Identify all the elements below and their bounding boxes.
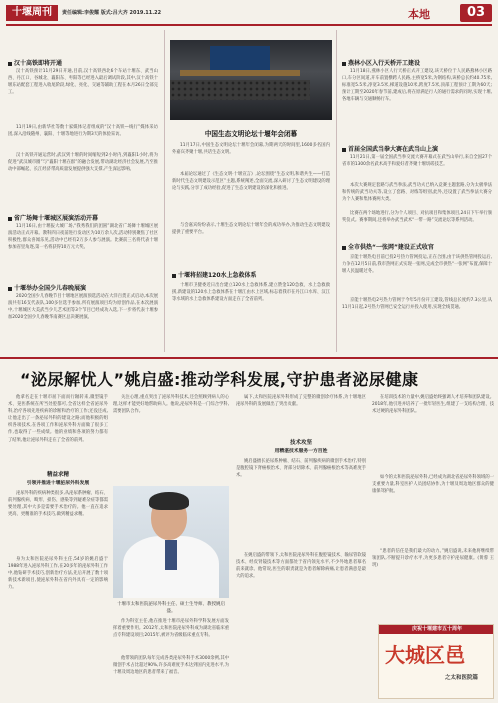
portrait-tie bbox=[165, 540, 177, 570]
anniversary-banner bbox=[378, 624, 494, 699]
feature-body: 姚启盛擅长泌尿系肿瘤、结石、前列腺疾病的微创手术治疗,特别是腹腔镜下肾癌根治术、肾部分切除术、前列腺癌根治术等高难度手术。 bbox=[236, 459, 366, 479]
header-rule bbox=[6, 24, 492, 26]
feature-subhead-line: 引领并推进十堰泌尿外科发展 bbox=[26, 481, 90, 486]
article-body: 汉十高铁预计11月29日开通,目前,汉十高铁西北6个车站十堰东、武当山西、丹江口、谷城北、襄阳东、枣阳等已经进入最后调试阶段,其中,汉十高铁十堰东站配套工程进入收尾阶段,绿化、亮化、交通等辅助工程在本月26日全部完工。 bbox=[8, 69, 158, 96]
article-body: 11月18日,燕林小区人行天桥正式开工建设,该天桥位于人民路燕林小区路口,车分区间道,开车前置横跨人民路,主桥宽5米,为钢结构,该桥总长约40.75米,标准宽5.5米,净宽3.5米,梯道设施10米,跨度7.5米,顶部工程预计工期为60天;预计工期至2020年春节前,建成后,将在原满足行人的通行需求的同时,实现十堰,各地车辆与交通顺畅行车。 bbox=[342, 69, 492, 103]
photo-screen bbox=[210, 46, 270, 72]
article-body: 11月21日,第一届全国武当拳交流大赛开幕式在武当山举行,来自全国27个省市的1300余名武术高手和爱好者齐聚十堰切磋技艺。 bbox=[342, 155, 492, 168]
column-divider bbox=[336, 30, 337, 352]
editor-meta: 责任编辑:李俊耀 版式:吕大齐 2019.11.22 bbox=[62, 10, 162, 16]
article-title-rescue: 十堰将招建120水上急救体系 bbox=[172, 270, 257, 279]
page-name: 本地 bbox=[408, 8, 430, 21]
photo-caption: 中国生态文明论坛十堰年会闭幕 bbox=[204, 130, 298, 138]
photo-stage bbox=[180, 70, 300, 76]
article-body: 11月17日,中国生态文明论坛十堰年会闭幕,为期两天的时间里,1600多名国内外嘉宾齐聚十堰,共话生态文明。 bbox=[172, 143, 330, 156]
forum-photo bbox=[170, 40, 332, 120]
article-body: 11月16日,由十堰报大城厂场,“我秀我们的团圆”湖北省广场舞十堰城区展演活动正式开幕。教科四日夜前进行发动区为10万余人次,活动特别聚焦了社区积极性,群众喜闻乐见,活动中已经有2万多人参与展演。比赛前三名将代表十堰参加省里角逐,第一名将获得10万元大奖。 bbox=[8, 224, 158, 251]
portrait-caption: 十堰市太和医院泌尿外科主任、硕士生导师、教授姚启盛。 bbox=[117, 602, 225, 614]
feature-headline: “泌尿解忧人”姚启盛:推动学科发展,守护患者泌尿健康 bbox=[20, 370, 419, 389]
feature-body: 他拿名走在十堰市屈下面而行辗转来,微型镜手术、晃医系统在所当处腔都可,全省这样全省泌尿外科,治疗各项先进疾病的诊断和治疗的工作;还没还成,让他走出了一条泌尿外科的建设之路;而他积极的组织各项技术,在各项工作和泌尿外科方面做了很多工作,也取得了一些成绩。他的业绩和各项的努力都有了结果,他让泌尿外科走在了全省的前列。 bbox=[8, 395, 108, 443]
banner-subtitle: 之太和医院篇 bbox=[445, 675, 479, 681]
feature-body: 他带领的团队每年完成各类泌尿外科手术3000余例,其中微创手术占比超过90%,许多高难度手术达到国内先进水平,为十堰及周边地区的患者带来了福音。 bbox=[113, 656, 229, 676]
feature-body: 属下,太和医院泌尿外科形成了完整的微创诊疗体系,为十堰地区泌尿外科的发展做出了突出贡献。 bbox=[236, 395, 366, 408]
feature-subhead-line: 用精湛技术服务一方百姓 bbox=[274, 449, 328, 454]
article-body: 比赛在两个场地进行,分为个人项目、对抗项目和集体项目,24日下午举行颁奖仪式。赛事期间,还将举办武当武术“一带一路”交流论坛等系列活动。 bbox=[342, 211, 492, 224]
article-body: 十堰市卫健委近日出台建立120水上急救体系,建立赞金120急救、水上急救救援,新建设的120水上急救体系在十堰江由水上区域,标志着我市在丹江口水库、汉江等水域的水上急救体系建设方面走在了全省前列。 bbox=[172, 283, 330, 303]
page-header bbox=[0, 0, 498, 26]
article-title-dance: 省广场舞十堰城区展演活动开幕 bbox=[8, 213, 98, 222]
article-body: 本次大赛规定套路与武当拳法,武当功夫已纳入竞赛主题套路,分为太极拳法和传统的武当功夫等,设立了套路、对练等组别,此外,还设置了武当拳法大赛分为个人赛和集体赛两大类。 bbox=[342, 183, 492, 203]
doctor-portrait bbox=[113, 486, 229, 598]
article-body: 本届论坛通过了《生态文明·十堰宣言》,论坛围绕“生态文明,和谐共生——打造新时代生态文明建设示范区”主题,系统阐述,全面交流,深入研讨了生态文明建设的理论与实践,分享了成功经验,促进了生态文明建设的深化和推进。 bbox=[172, 172, 330, 192]
feature-subhead: 精益求精 bbox=[46, 472, 69, 478]
article-title-hsr: 汉十高铁即将开通 bbox=[8, 58, 62, 67]
article-body: 汉十高铁开通运营时,武汉到十堰的时间缩短到2小时内,到襄阳1小时,将为促进“武汉城市圈”与“襄阳十堰在群”的融合发展,带动湖北经济社会发展,乃至推动中部崛起、长江经济带高质量发展提供强大支撑,产生深远影响。 bbox=[8, 153, 158, 173]
feature-body: “患者的信任是我们最大的动力。”姚启盛说,未来他将继续带领团队,不断提升诊疗水平,为更多患者守护泌尿健康。(黄蓉 王玥) bbox=[372, 549, 494, 569]
feature-body: 泌尿外科的疾病种类很多,从泌尿系肿瘤、结石、前列腺疾病、畸形、损伤、感染等到疑难杂症等都需要处理,其中大多是需要手术治疗的。他一直在追求更高、更精准的手术技巧,做到精益求精。 bbox=[8, 491, 108, 518]
article-body: 与会嘉宾纷纷表示,十堰生态文明论坛十堰年会的成功举办,为推动生态文明建设提供了重要平台。 bbox=[172, 223, 330, 236]
article-body: 京能十堰热电2号热力管网于今年5月份开工建设,管线总长度约7.3公里,从11月1日起,2号热力管网已安全运行并投入使用,实现全线贯通。 bbox=[342, 298, 492, 311]
photo-audience bbox=[170, 80, 310, 100]
banner-title: 大城区邑 bbox=[385, 643, 465, 667]
article-body: 2020全国少儿春晚节目十堰地区展演预选活动在大洋百货正式启动,本次展演共有16支代表队,100多位选手参加,所有展演项目均为原创作品,在本次展演中,十堰城区大美武当少儿艺术团等3个节目已经成功入选,下一步将代表十堰参加2020全国少儿春晚华南赛区总决赛展演。 bbox=[8, 294, 158, 321]
section-divider bbox=[0, 357, 498, 359]
article-title-heating: 全市供热“一张网”建设正式收官 bbox=[342, 242, 434, 251]
article-title-bridge: 燕林小区入行天桥开工建设 bbox=[342, 58, 420, 67]
article-title-gala: 十堰举办全国少儿春晚展演 bbox=[8, 283, 86, 292]
feature-body: 作为科室主任,他在推进十堰市泌尿外科学科发展方面发挥着重要作用。2012年,太和医院泌尿外科成为湖北省临床重点专科建设项目;2015年,被评为省级临床重点专科。 bbox=[113, 619, 229, 639]
page-number: 03 bbox=[460, 4, 492, 22]
feature-body: 在姚启盛的带领下,太和医院泌尿外科在腹腔镜技术、输尿管软镜技术、经皮肾镜技术等方面都处于省内领先水平,不少外地患者慕名前来就诊。他常说,医生的职责就是为患者解除病痛,让患者满意是最大的追求。 bbox=[236, 553, 366, 580]
article-body: 京能十堰热电目前已投2号热力管网投运,正在合围,由于该供热管网投运后,力争在12月5日前,我市热网正式实现一张网,完成全市供热“一张网”布置,保障十堰人民温暖过冬。 bbox=[342, 255, 492, 275]
column-divider bbox=[164, 30, 165, 352]
feature-body: 如今的太和医院泌尿外科,已经成为湖北省泌尿外科领域的一支重要力量,科室医护人员团结协作,为十堰及周边地区群众的健康保驾护航。 bbox=[372, 475, 494, 495]
article-body: 11月19日,由新华社等数十家媒体记者组成的“汉十高铁—线行”媒体采访团,深入沿线随州、襄阳、十堰等地进行为期3天的体验采访。 bbox=[8, 125, 158, 138]
portrait-hair bbox=[149, 492, 189, 510]
feature-body: 身为太和医院泌尿外科主任,54岁的姚启盛于1988年进入泌尿外科工作,在20多年的泌尿外科工作中,他钻研手术技巧,创新治疗方法,先后开展了数十项新技术新项目,使泌尿外科在省内外具有一定的影响力。 bbox=[8, 557, 108, 591]
section-flag: 十堰周刊 bbox=[6, 5, 58, 21]
feature-body: 关注心理,重点突出了泌尿外科技术,还会照顾到病人的心理,这样才能更好地帮助病人。他说,泌尿外科是一门综合学科,需要团队合作。 bbox=[113, 395, 229, 415]
feature-subhead: 技术攻坚 bbox=[289, 440, 312, 446]
banner-top: 庆祝十堰建市五十周年 bbox=[379, 625, 494, 634]
article-title-wudang: 首届全国武当拳大赛在武当山上演 bbox=[342, 144, 438, 153]
feature-body: 在培训技术的力量中,姚启盛始终强调人才培养和团队建设。2018年,他引进并培养了一批年轻医生,组建了一支结构合理、技术过硬的泌尿外科团队。 bbox=[372, 395, 494, 415]
